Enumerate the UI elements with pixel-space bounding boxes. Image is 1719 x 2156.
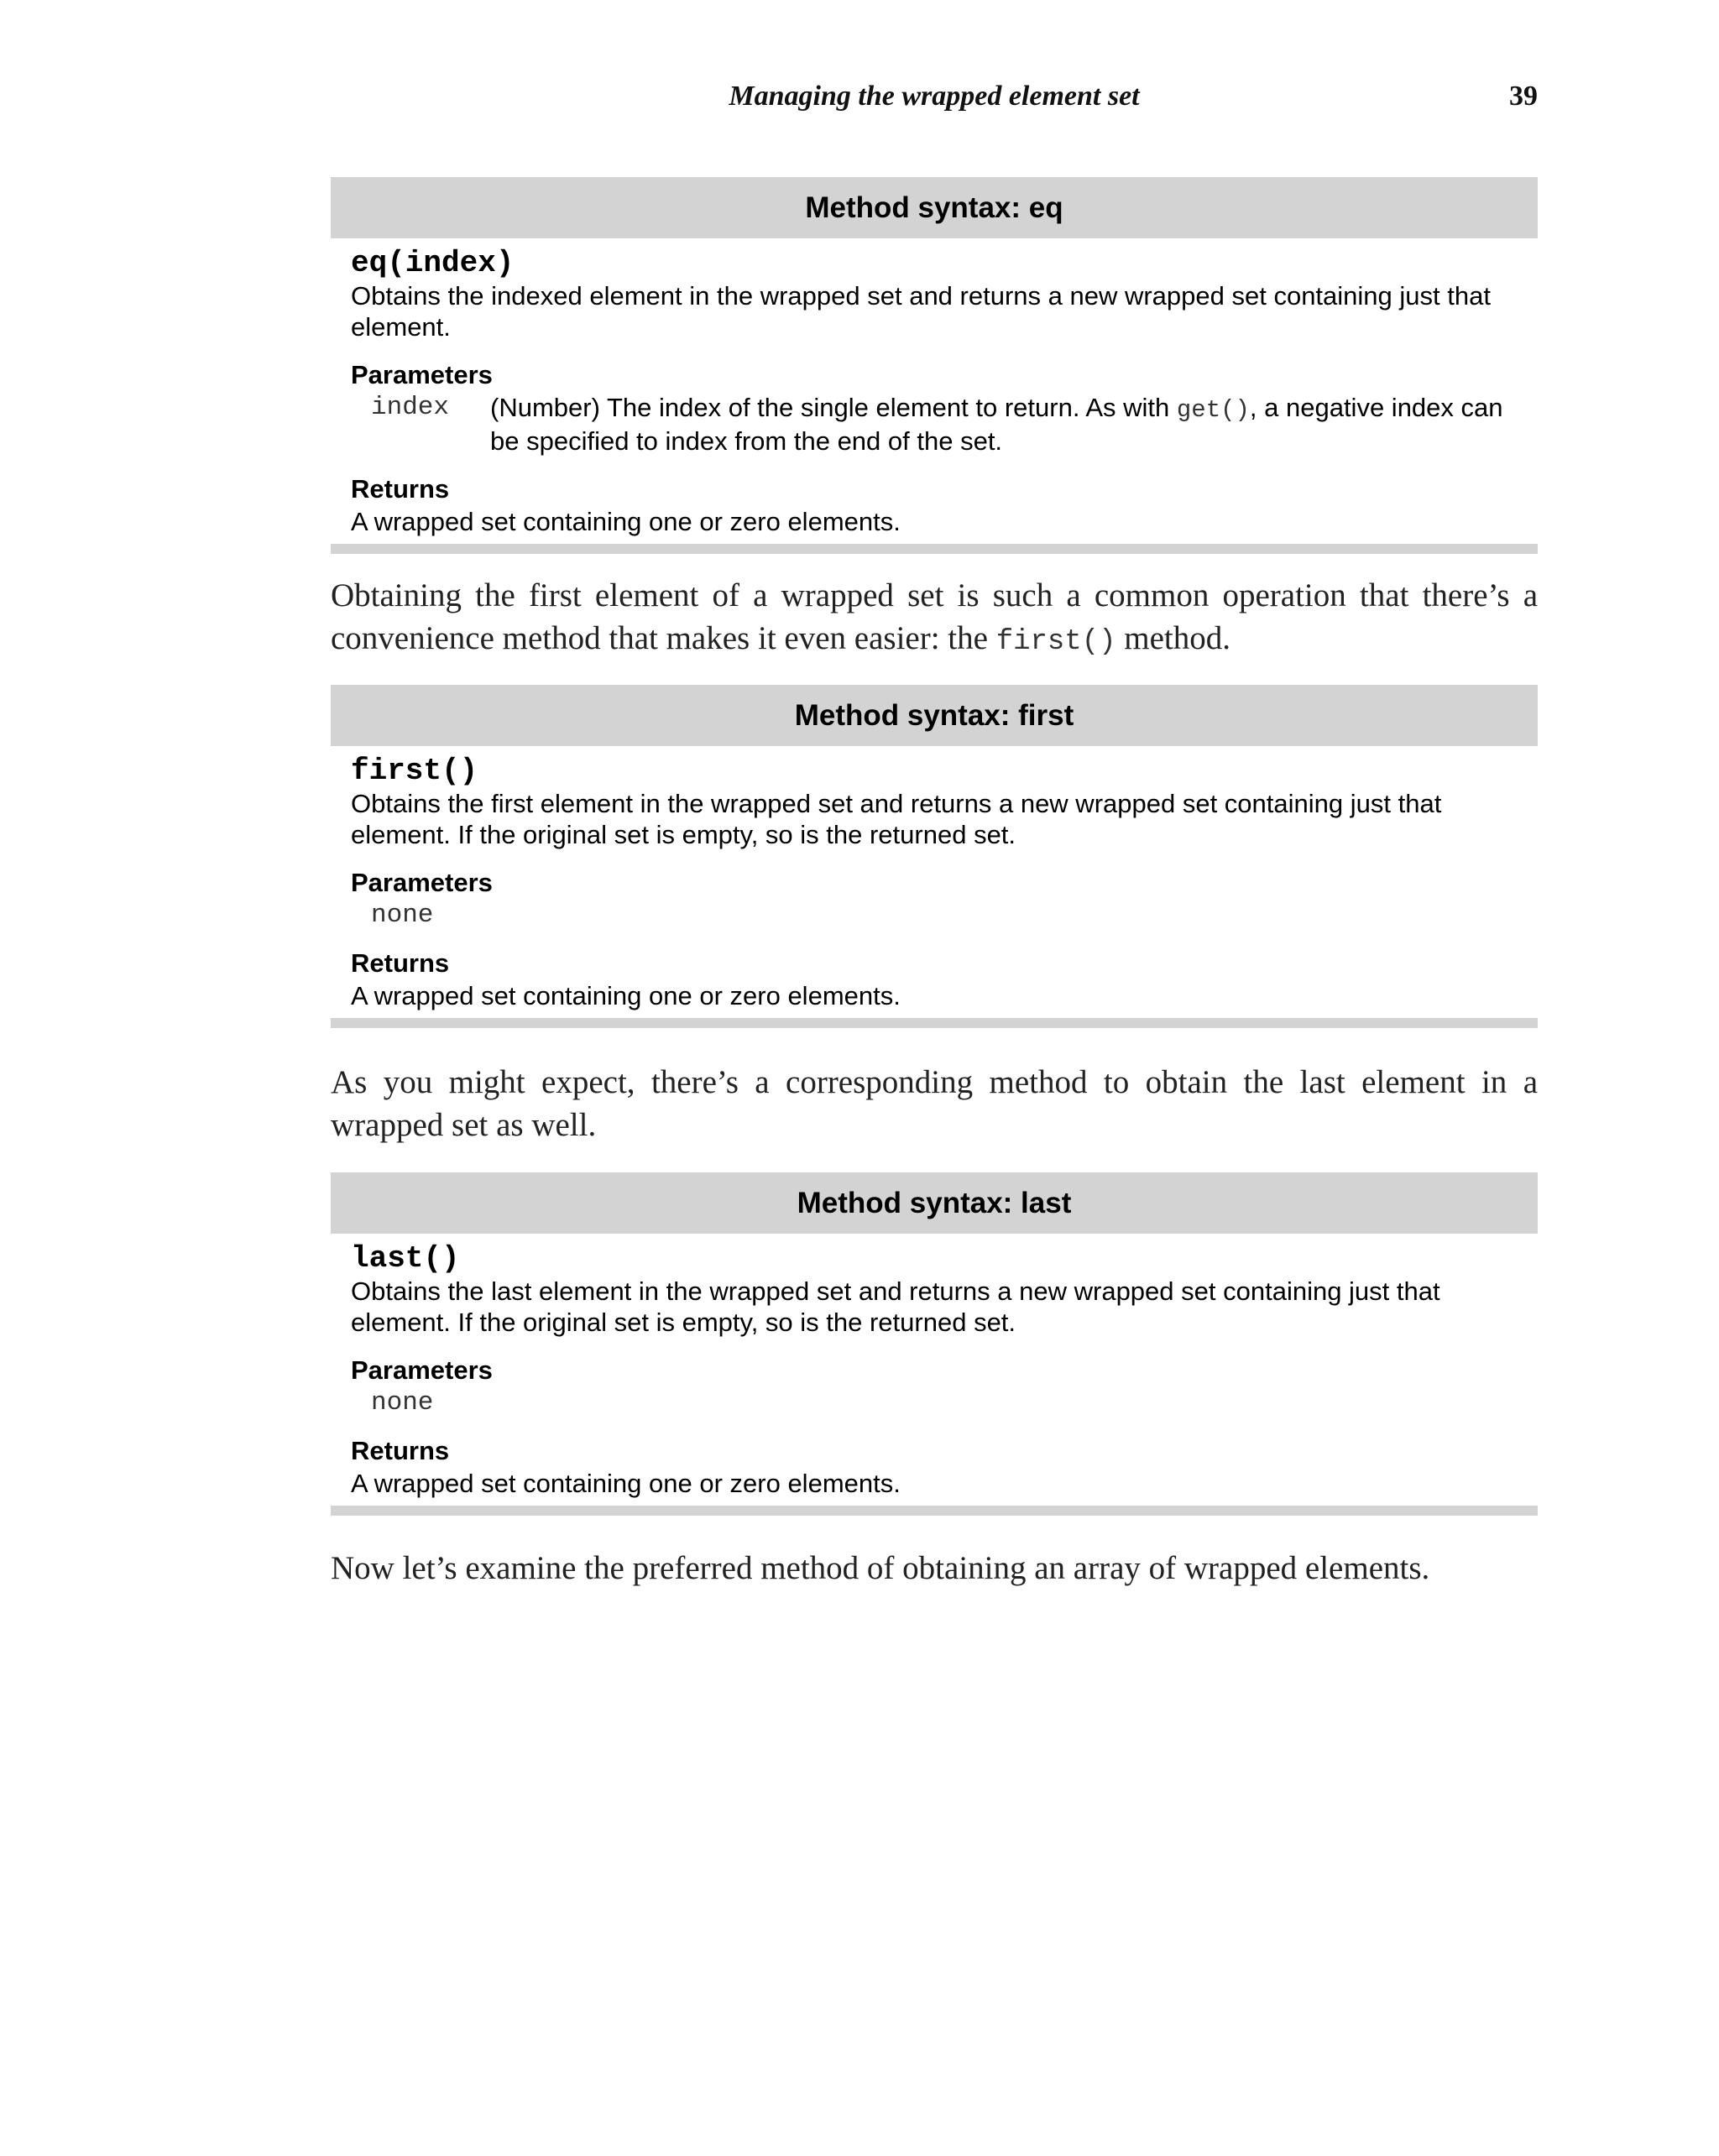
body-paragraph: Now let’s examine the preferred method of obtaining an array of wrapped elements. <box>331 1550 1430 1586</box>
box-bottom-rule <box>331 1018 1538 1028</box>
parameters-label: Parameters <box>351 360 493 389</box>
returns-label: Returns <box>351 1436 450 1465</box>
method-description: Obtains the first element in the wrapped set and returns a new wrapped set containing just that element. If the original set is empty, so is the returned set. <box>351 789 1442 849</box>
parameter-row <box>351 392 1518 457</box>
inline-code: first() <box>995 626 1116 658</box>
method-box-body <box>331 238 1538 537</box>
body-paragraph <box>331 574 1538 664</box>
method-description: Obtains the indexed element in the wrapped set and returns a new wrapped set containing just that element. <box>351 281 1491 342</box>
returns-label: Returns <box>351 474 450 504</box>
method-description: Obtains the last element in the wrapped set and returns a new wrapped set containing just that element. If the original set is empty, so is the returned set. <box>351 1276 1440 1337</box>
parameters-label: Parameters <box>351 868 493 897</box>
returns-description: A wrapped set containing one or zero elements. <box>351 507 901 536</box>
parameter-description-text-end: , a negative index can be specified to index from the end of the set. <box>490 393 1503 456</box>
paragraph-text-end: method. <box>1116 620 1230 656</box>
page-header <box>331 81 1538 121</box>
inline-code: get() <box>1176 396 1250 424</box>
method-signature: last() <box>351 1241 460 1276</box>
method-signature: eq(index) <box>351 246 515 280</box>
returns-label: Returns <box>351 948 450 978</box>
box-bottom-rule <box>331 1506 1538 1516</box>
method-signature: first() <box>351 754 478 788</box>
method-box-title: Method syntax: last <box>331 1172 1538 1234</box>
parameter-name: index <box>371 393 450 422</box>
returns-description: A wrapped set containing one or zero elements. <box>351 981 901 1010</box>
method-box-title: Method syntax: eq <box>331 177 1538 238</box>
method-box-title: Method syntax: first <box>331 685 1538 746</box>
running-title: Managing the wrapped element set <box>729 81 1140 112</box>
method-box-first <box>331 685 1538 1028</box>
paragraph-text: Obtaining the first element of a wrapped set is such a common operation that there’s a convenience method that makes it even easier: the <box>331 577 1538 656</box>
method-box-eq <box>331 177 1538 554</box>
returns-description: A wrapped set containing one or zero elements. <box>351 1469 901 1498</box>
box-bottom-rule <box>331 544 1538 554</box>
body-paragraph: As you might expect, there’s a corresponding method to obtain the last element in a wrapped set as well. <box>331 1064 1538 1143</box>
page-number: 39 <box>1509 81 1538 112</box>
method-box-last <box>331 1172 1538 1516</box>
parameter-description-text: (Number) The index of the single element to return. As with <box>490 393 1177 422</box>
parameters-none: none <box>371 1388 434 1417</box>
parameters-label: Parameters <box>351 1355 493 1385</box>
method-box-body <box>331 1234 1538 1499</box>
parameter-description <box>490 392 1518 457</box>
method-box-body <box>331 746 1538 1011</box>
parameters-none: none <box>371 901 434 930</box>
